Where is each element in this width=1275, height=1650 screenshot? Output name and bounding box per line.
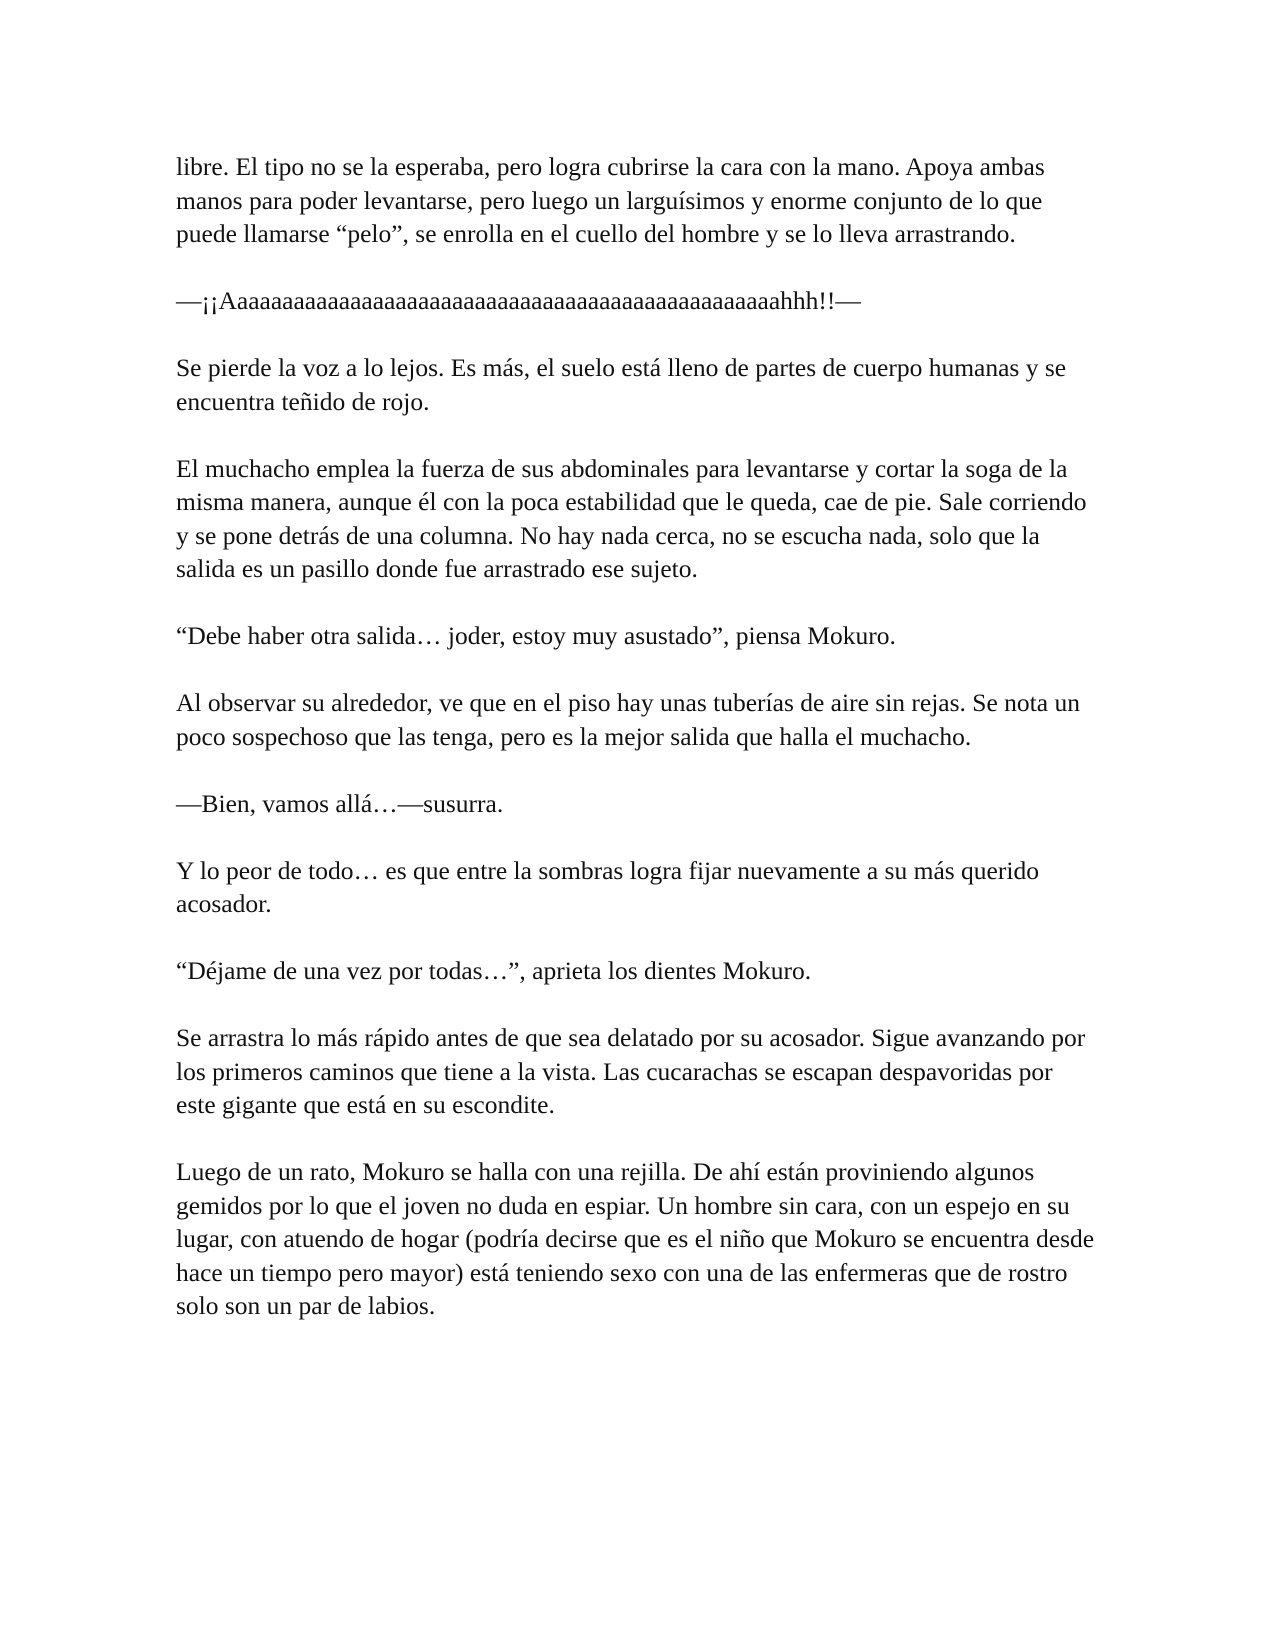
paragraph-10: Se arrastra lo más rápido antes de que sea delatado por su acosador. Sigue avanzando por los primeros caminos que tiene a la vista. Las cucarachas se escapan despavoridas por este gigante que está en su escondite.: [176, 1023, 1086, 1119]
paragraph-7: —Bien, vamos allá…—susurra.: [176, 788, 504, 818]
body-text: [176, 150, 1096, 1323]
paragraph-11: Luego de un rato, Mokuro se halla con una rejilla. De ahí están proviniendo algunos gemidos por lo que el joven no duda en espiar. Un hombre sin cara, con un espejo en su lugar, con atuendo de hogar (podría decirse que es el niño que Mokuro se encuentra desde hace un tiempo pero mayor) está teniendo sexo con una de las enfermeras que de rostro solo son un par de labios.: [176, 1157, 1095, 1320]
paragraph-8: Y lo peor de todo… es que entre la sombras logra fijar nuevamente a su más querido acosador.: [176, 855, 1039, 918]
paragraph-1: libre. El tipo no se la esperaba, pero logra cubrirse la cara con la mano. Apoya ambas manos para poder levantarse, pero luego un larguísimos y enorme conjunto de lo que puede llamarse “pelo”, se enrolla en el cuello del hombre y se lo lleva arrastrando.: [176, 152, 1045, 248]
paragraph-2: —¡¡Aaaaaaaaaaaaaaaaaaaaaaaaaaaaaaaaaaaaaaaaaaaaaaaaahhh!!—: [176, 286, 861, 315]
paragraph-6: Al observar su alrededor, ve que en el piso hay unas tuberías de aire sin rejas. Se nota un poco sospechoso que las tenga, pero es la mejor salida que halla el muchacho.: [176, 688, 1080, 751]
paragraph-9: “Déjame de una vez por todas…”, aprieta los dientes Mokuro.: [176, 956, 812, 985]
paragraph-3: Se pierde la voz a lo lejos. Es más, el suelo está lleno de partes de cuerpo humanas y se encuentra teñido de rojo.: [176, 353, 1067, 416]
paragraph-5: “Debe haber otra salida… joder, estoy muy asustado”, piensa Mokuro.: [176, 621, 896, 650]
paragraph-4: El muchacho emplea la fuerza de sus abdominales para levantarse y cortar la soga de la misma manera, aunque él con la poca estabilidad que le queda, cae de pie. Sale corriendo y se pone detrás de una columna. No hay nada cerca, no se escucha nada, solo que la salida es un pasillo donde fue arrastrado ese sujeto.: [176, 453, 1087, 583]
